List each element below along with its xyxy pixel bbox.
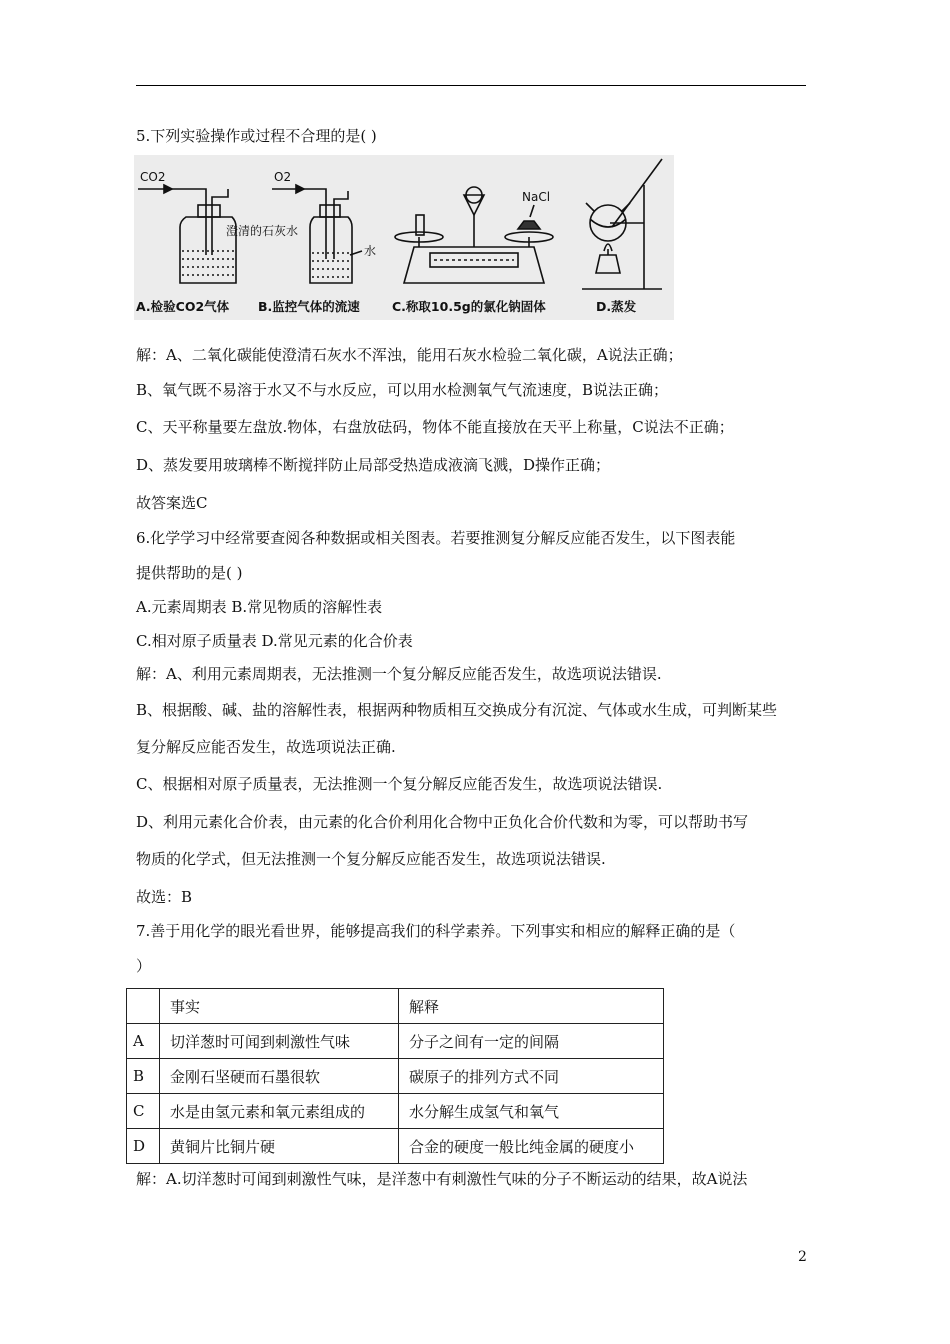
q5-figure [134,155,674,320]
table-cell: A [127,1024,160,1059]
q6-solution-line: C、根据相对原子质量表，无法推测一个复分解反应能否发生，故选项说法错误. [136,775,663,793]
table-cell: C [127,1094,160,1129]
table-row [127,1059,664,1094]
q7-solution-line: 解：A.切洋葱时可闻到刺激性气味，是洋葱中有刺激性气味的分子不断运动的结果，故A说法 [136,1170,748,1188]
table-row [127,1024,664,1059]
table-row [127,1094,664,1129]
table-cell: 金刚石坚硬而石墨很软 [160,1059,399,1094]
table-header-cell: 事实 [160,989,399,1024]
q7-question-line1: 7.善于用化学的眼光看世界，能够提高我们的科学素养。下列事实和相应的解释正确的是（ [136,922,736,940]
q5-solution-line: C、天平称量要左盘放.物体，右盘放砝码，物体不能直接放在天平上称量，C说法不正确； [136,418,734,436]
label-co2: CO2 [140,170,166,184]
q6-solution-line: D、利用元素化合价表，由元素的化合价利用化合物中正负化合价代数和为零，可以帮助书写 [136,813,749,831]
table-header-cell: 解释 [399,989,664,1024]
table-cell: 水是由氢元素和氧元素组成的 [160,1094,399,1129]
table-cell: 切洋葱时可闻到刺激性气味 [160,1024,399,1059]
page-number: 2 [798,1249,807,1265]
table-cell: 水分解生成氢气和氧气 [399,1094,664,1129]
table-header-cell [127,989,160,1024]
label-water: 水 [364,244,377,258]
table-cell: 黄铜片比铜片硬 [160,1129,399,1164]
table-cell: D [127,1129,160,1164]
q5-solution-line: D、蒸发要用玻璃棒不断搅拌防止局部受热造成液滴飞溅，D操作正确； [136,456,611,474]
q6-question-line2: 提供帮助的是( ) [136,564,243,582]
q5-solution-line: B、氧气既不易溶于水又不与水反应，可以用水检测氧气气流速度，B说法正确； [136,381,669,399]
table-cell: 分子之间有一定的间隔 [399,1024,664,1059]
q6-solution-line: 复分解反应能否发生，故选项说法正确. [136,738,396,756]
q6-options-line2: C.相对原子质量表 D.常见元素的化合价表 [136,632,413,650]
q5-answer: 故答案选C [136,494,208,512]
label-o2: O2 [274,170,292,184]
q6-solution-line: 解：A、利用元素周期表，无法推测一个复分解反应能否发生，故选项说法错误. [136,665,662,683]
table-cell: 合金的硬度一般比纯金属的硬度小 [399,1129,664,1164]
q6-solution-line: B、根据酸、碱、盐的溶解性表，根据两种物质相互交换成分有沉淀、气体或水生成，可判断某些 [136,701,778,719]
facts-table [126,988,664,1164]
q6-answer: 故选：B [136,888,193,906]
table-header-row [127,989,664,1024]
label-nacl: NaCl [522,190,551,204]
caption-a: A.检验CO2气体 [136,299,230,314]
caption-b: B.监控气体的流速 [258,299,360,314]
q7-question-line2: ） [136,957,152,975]
table-cell: B [127,1059,160,1094]
q6-solution-line: 物质的化学式，但无法推测一个复分解反应能否发生，故选项说法错误. [136,850,606,868]
caption-c: C.称取10.5g的氯化钠固体 [392,299,546,314]
q5-question: 5.下列实验操作或过程不合理的是( ) [136,127,377,145]
label-limewater: 澄清的石灰水 [226,224,299,238]
table-cell: 碳原子的排列方式不同 [399,1059,664,1094]
table-row [127,1129,664,1164]
header-rule [136,85,806,86]
q6-question-line1: 6.化学学习中经常要查阅各种数据或相关图表。若要推测复分解反应能否发生，以下图表能 [136,529,736,547]
q5-solution-line: 解：A、二氧化碳能使澄清石灰水不浑浊，能用石灰水检验二氧化碳，A说法正确； [136,346,683,364]
caption-d: D.蒸发 [596,299,637,314]
q6-options-line1: A.元素周期表 B.常见物质的溶解性表 [136,598,383,616]
